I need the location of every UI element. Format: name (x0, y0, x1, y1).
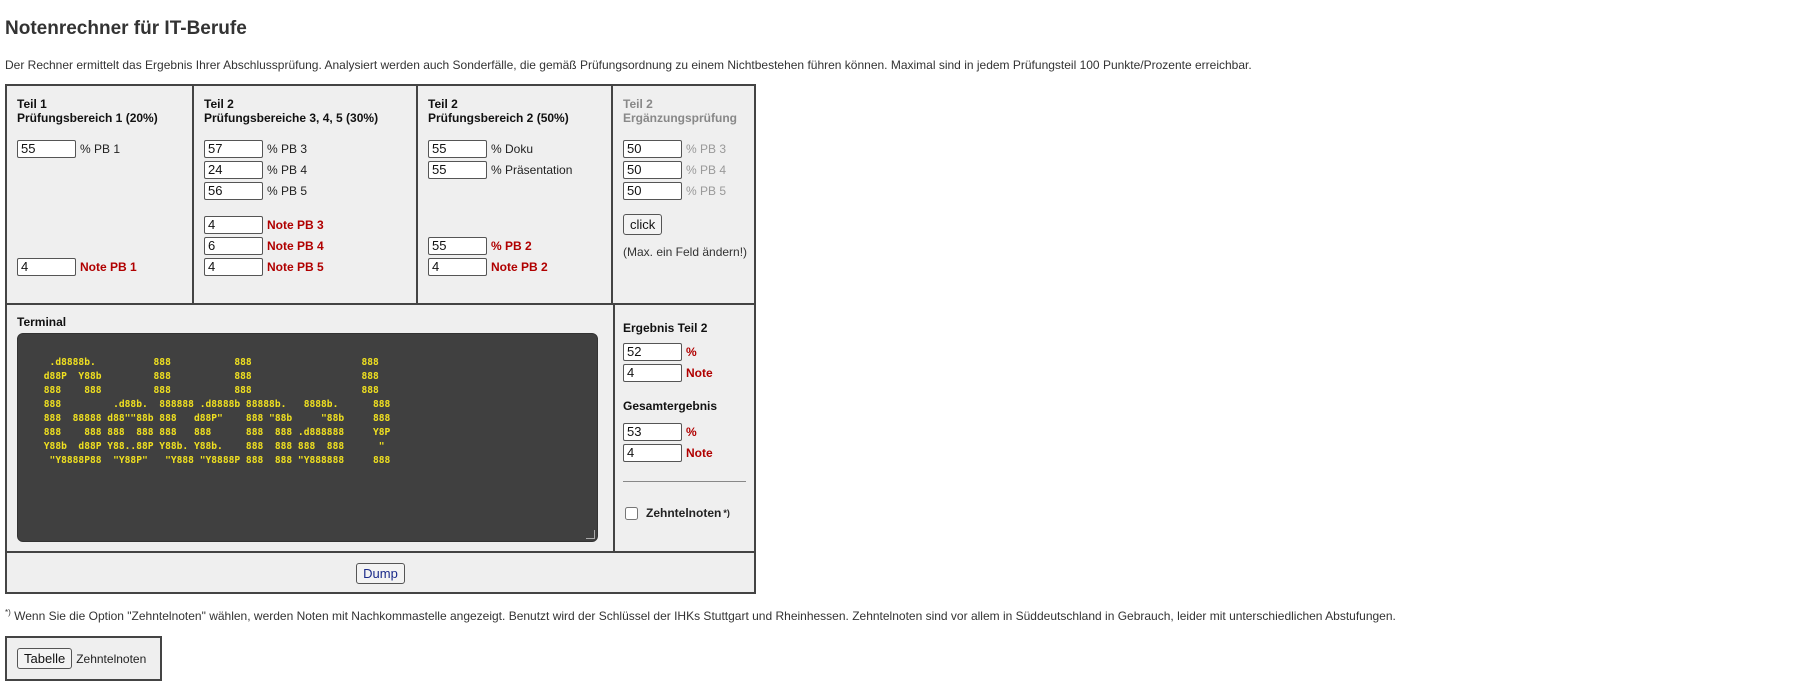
erg-pb3-row (623, 138, 726, 159)
pb4-row (204, 159, 307, 180)
note-pb2-row (428, 256, 548, 277)
erg-pb4-label: % PB 4 (686, 162, 727, 177)
erg-pb4-row (623, 159, 726, 180)
note-pb1-label: Note PB 1 (80, 259, 137, 274)
tabelle-label: Zehntelnoten (76, 651, 147, 666)
ergebnis-teil2-note-input[interactable] (623, 364, 682, 382)
resize-handle-icon[interactable] (586, 530, 595, 539)
pb2-percent-label: % PB 2 (491, 238, 532, 253)
terminal-output: .d8888b. 888 888 888 d88P Y88b 888 888 888 888 888 888 888 888 888 .d88b. 888888 .d8888b 88888b. 8888b. 888 888 88888 d88""88b 888 d88P" 888 "88b "88b 888 888 888 888 888 888 888 888 888 .d888888 Y8P Y88b d88P Y88..88P Y88b. Y88b. 888 888 888 888 " "Y8888P88 "Y88P" "Y888 "Y8888P 888 888 "Y888888 888 (43, 357, 391, 466)
ergebnis-teil2-percent-label: % (686, 344, 697, 359)
dump-button[interactable]: Dump (356, 563, 405, 584)
pb1-percent-input[interactable] (17, 140, 76, 158)
pb4-percent-input[interactable] (204, 161, 263, 179)
footnote-text: Wenn Sie die Option "Zehntelnoten" wählen, werden Noten mit Nachkommastelle angezeigt. Benutzt wird der Schlüssel der IHKs Stuttgart und Rheinhessen. Zehntelnoten sind vor allem in Süddeutschland in Gebrauch, leider mit unterschiedlichen Abstufungen. (10, 609, 1396, 623)
gesamtergebnis-title: Gesamtergebnis (623, 399, 718, 413)
ergaenzung-title: Teil 2 Ergänzungsprüfung (623, 97, 737, 125)
ergebnis-teil2-percent-row (623, 341, 697, 362)
pb5-percent-label: % PB 5 (267, 183, 308, 198)
divider (613, 303, 615, 553)
pb3-row (204, 138, 307, 159)
pb1-row (17, 138, 120, 159)
teil2-pb345-section (194, 86, 418, 303)
note-pb4-input[interactable] (204, 237, 263, 255)
tabelle-panel (5, 636, 162, 681)
pb5-row (204, 180, 307, 201)
teil1-section (7, 86, 194, 303)
note-pb5-input[interactable] (204, 258, 263, 276)
erg-pb5-input[interactable] (623, 182, 682, 200)
terminal-textarea[interactable] (17, 333, 598, 542)
pb2-percent-input[interactable] (428, 237, 487, 255)
praesentation-percent-label: % Präsentation (491, 162, 573, 177)
teil2-pb2-section (418, 86, 613, 303)
footnote-marker: *) (5, 608, 11, 617)
doku-percent-input[interactable] (428, 140, 487, 158)
divider (623, 481, 746, 482)
note-pb2-input[interactable] (428, 258, 487, 276)
note-pb3-row (204, 214, 324, 235)
zehntelnoten-checkbox[interactable] (625, 507, 638, 520)
ergebnis-teil2-note-label: Note (686, 365, 713, 380)
footnote (5, 608, 1396, 623)
divider (7, 303, 754, 305)
page-title: Notenrechner für IT-Berufe (5, 18, 247, 39)
erg-pb3-label: % PB 3 (686, 141, 727, 156)
gesamt-percent-input[interactable] (623, 423, 682, 441)
teil2-pb345-title: Teil 2 Prüfungsbereiche 3, 4, 5 (30%) (204, 97, 379, 125)
note-pb2-label: Note PB 2 (491, 259, 548, 274)
note-pb5-row (204, 256, 324, 277)
pb2-row (428, 235, 532, 256)
note-pb1-row (17, 256, 137, 277)
terminal-label: Terminal (17, 315, 67, 329)
zehntelnoten-label: Zehntelnoten (646, 506, 722, 520)
pb5-percent-input[interactable] (204, 182, 263, 200)
note-pb4-label: Note PB 4 (267, 238, 324, 253)
praesentation-percent-input[interactable] (428, 161, 487, 179)
erg-pb3-input[interactable] (623, 140, 682, 158)
note-pb1-input[interactable] (17, 258, 76, 276)
praesentation-row (428, 159, 572, 180)
click-row (623, 214, 662, 235)
erg-pb5-row (623, 180, 726, 201)
pb3-percent-label: % PB 3 (267, 141, 308, 156)
max-one-field-hint: (Max. ein Feld ändern!) (623, 245, 748, 259)
tabelle-button[interactable]: Tabelle (17, 648, 72, 669)
gesamt-note-label: Note (686, 445, 713, 460)
footnote-marker: *) (723, 508, 730, 518)
ergebnis-teil2-percent-input[interactable] (623, 343, 682, 361)
note-pb5-label: Note PB 5 (267, 259, 324, 274)
teil2-pb2-title: Teil 2 Prüfungsbereich 2 (50%) (428, 97, 569, 125)
ergebnis-teil2-note-row (623, 362, 713, 383)
doku-percent-label: % Doku (491, 141, 534, 156)
intro-text: Der Rechner ermittelt das Ergebnis Ihrer Abschlussprüfung. Analysiert werden auch Sonderfälle, die gemäß Prüfungsordnung zu einem Nichtbestehen führen können. Maximal sind in jedem Prüfungsteil 100 Punkte/Prozente erreichbar. (5, 58, 1252, 72)
dump-row (7, 563, 754, 584)
doku-row (428, 138, 533, 159)
gesamt-percent-row (623, 421, 697, 442)
gesamt-note-input[interactable] (623, 444, 682, 462)
pb4-percent-label: % PB 4 (267, 162, 308, 177)
pb1-percent-label: % PB 1 (80, 141, 121, 156)
note-pb3-input[interactable] (204, 216, 263, 234)
zehntelnoten-option[interactable] (625, 506, 730, 520)
gesamt-percent-label: % (686, 424, 697, 439)
note-pb4-row (204, 235, 324, 256)
calculator-panel (5, 84, 756, 594)
erg-pb5-label: % PB 5 (686, 183, 727, 198)
pb3-percent-input[interactable] (204, 140, 263, 158)
click-button[interactable]: click (623, 214, 662, 235)
note-pb3-label: Note PB 3 (267, 217, 324, 232)
erg-pb4-input[interactable] (623, 161, 682, 179)
teil1-title: Teil 1 Prüfungsbereich 1 (20%) (17, 97, 158, 125)
divider (7, 551, 754, 553)
ergaenzung-section (613, 86, 756, 303)
ergebnis-teil2-title: Ergebnis Teil 2 (623, 321, 708, 335)
gesamt-note-row (623, 442, 713, 463)
